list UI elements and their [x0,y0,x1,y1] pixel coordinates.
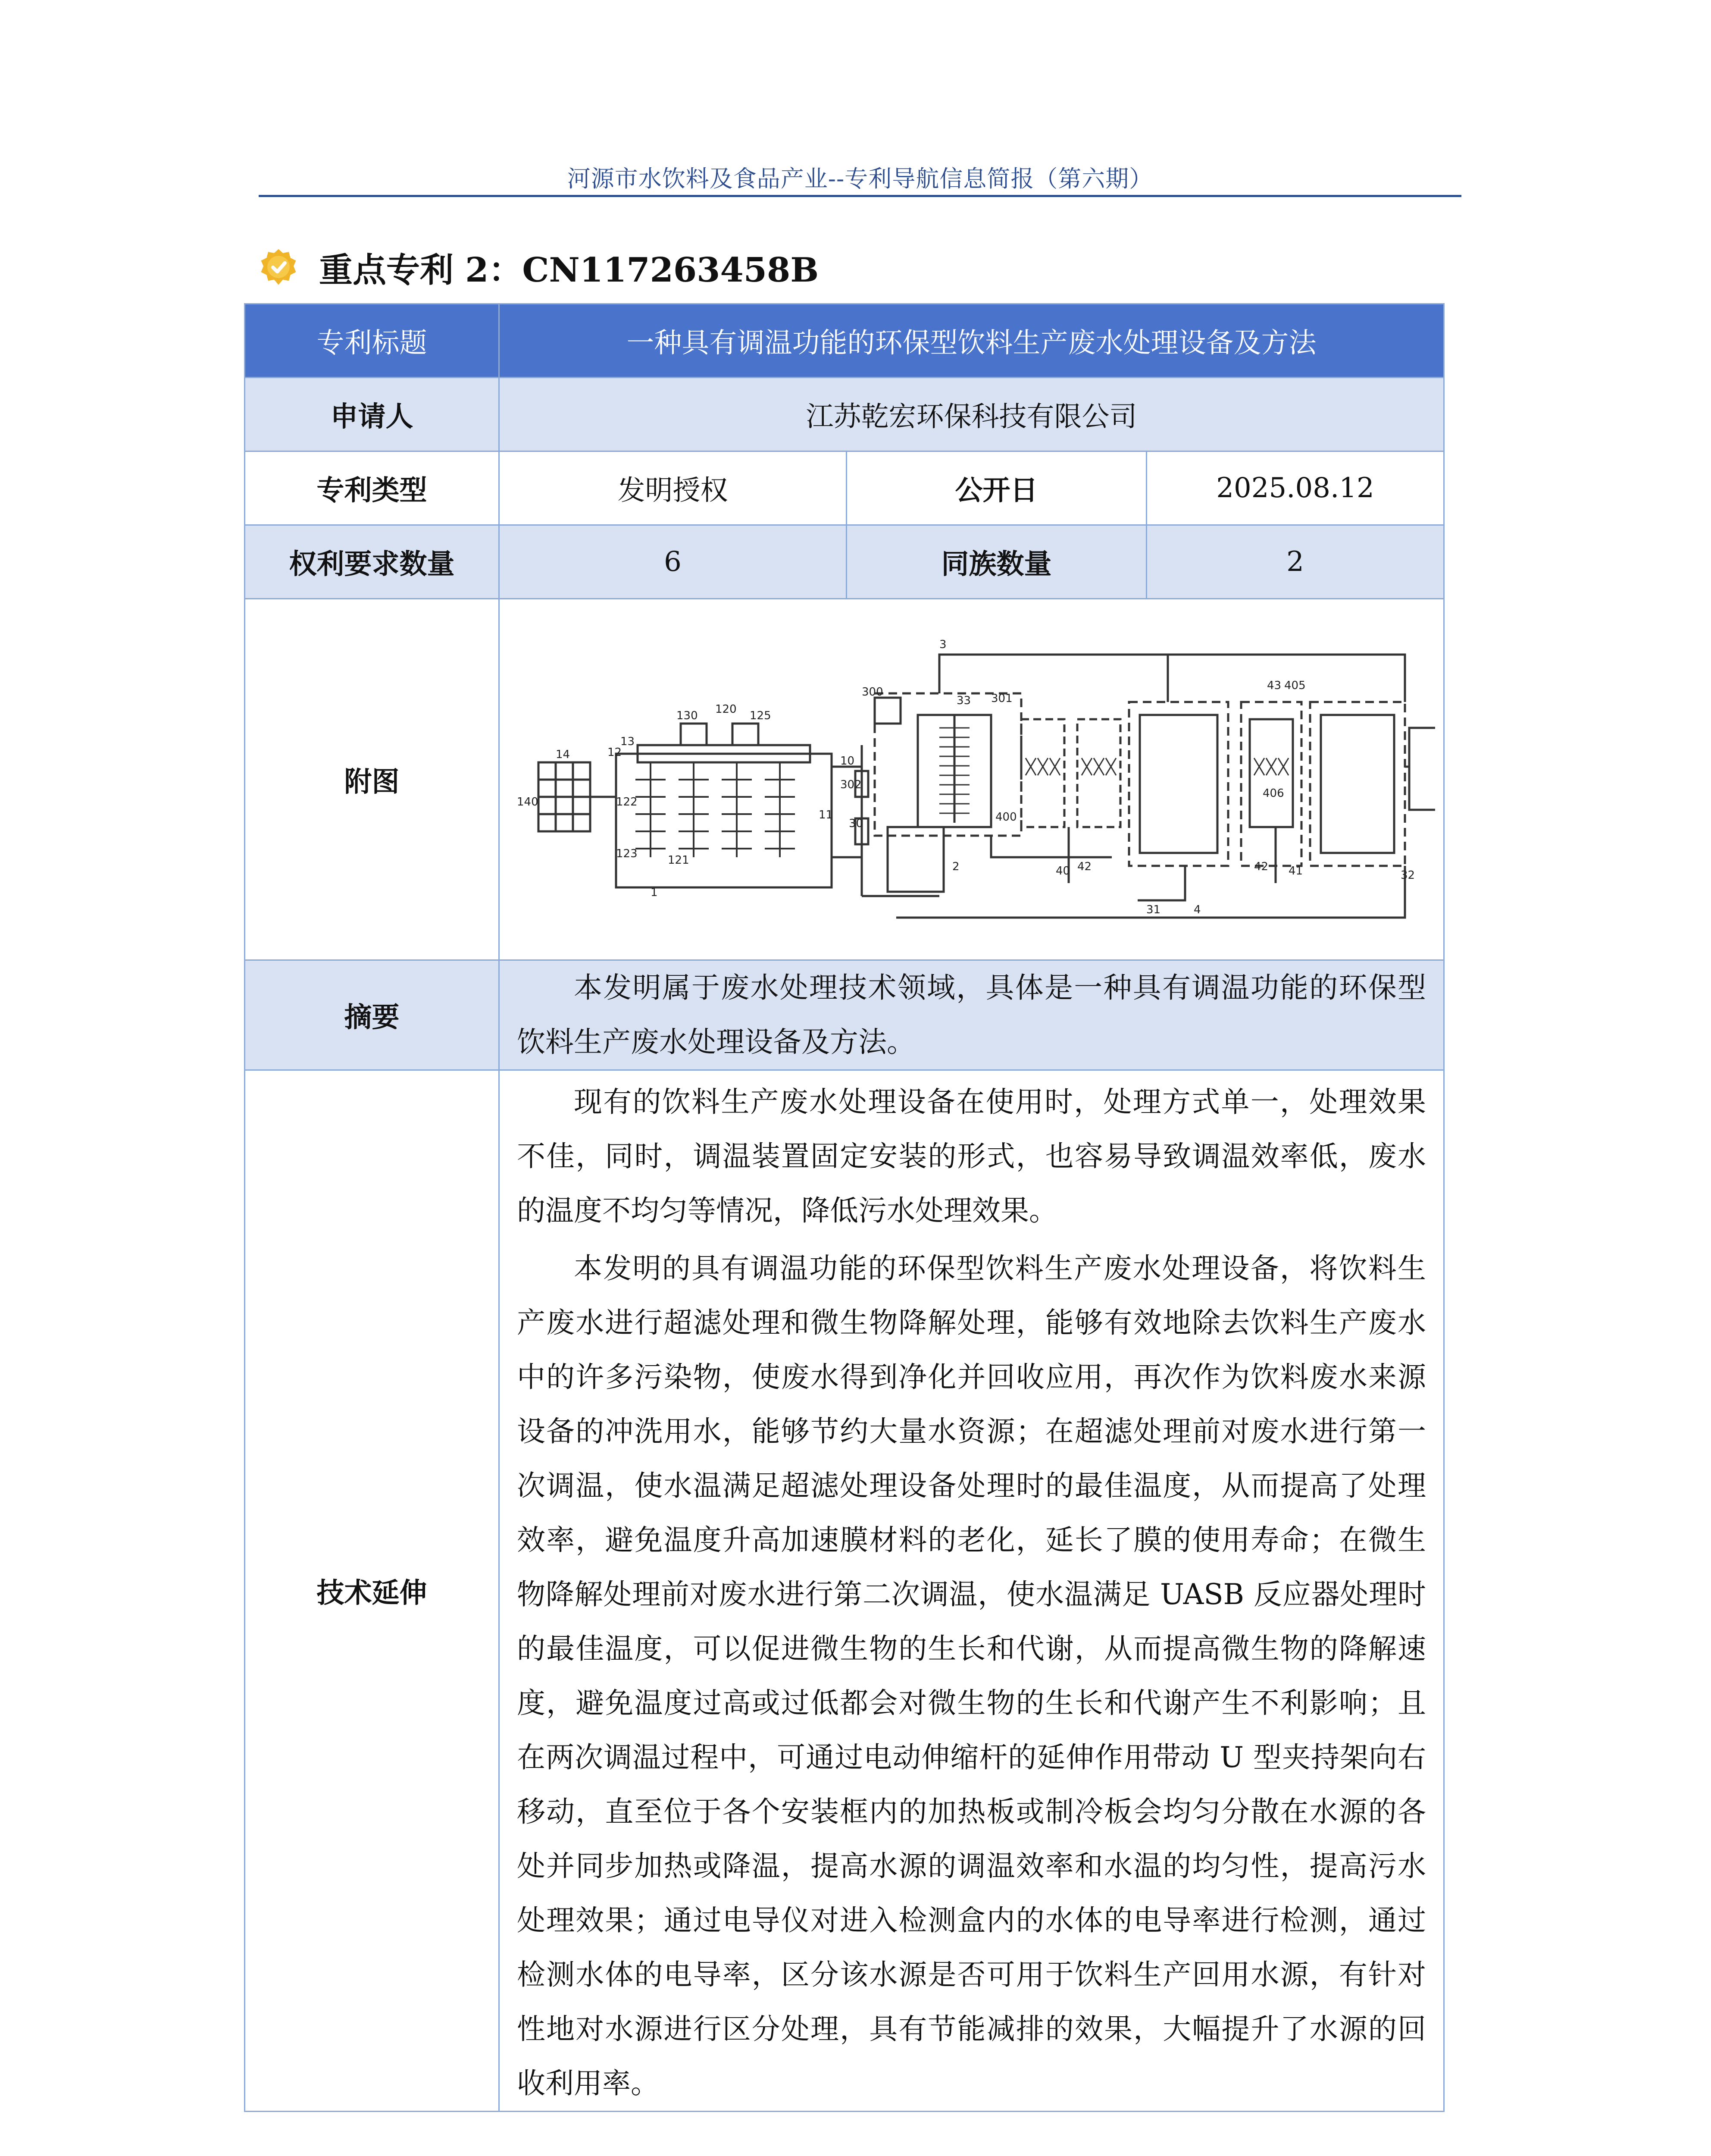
figure-label-122: 122 [616,795,638,808]
figure-label-42: 42 [1077,860,1092,873]
section-heading [259,241,819,293]
tech-paragraph-1: 现有的饮料生产废水处理设备在使用时，处理方式单一，处理效果不佳，同时，调温装置固定安装的形式，也容易导致调温效率低，废水的温度不均匀等情况，降低污水处理效果。 [517,1085,1426,1227]
figure-label-33: 33 [956,694,971,707]
type-value: 发明授权 [499,451,847,525]
figure-label-2: 2 [952,860,960,873]
figure-label-140: 140 [516,795,538,808]
row-claims [245,525,1444,599]
applicant-value: 江苏乾宏环保科技有限公司 [499,378,1444,451]
figure-label-1: 1 [650,886,658,899]
figure-label-12: 12 [607,746,622,759]
row-tech [245,1070,1444,2112]
row-type [245,451,1444,525]
figure-label-14: 14 [555,748,570,761]
abstract-text: 本发明属于废水处理技术领域，具体是一种具有调温功能的环保型饮料生产废水处理设备及方法。 [517,971,1426,1059]
figure-label-125: 125 [749,709,771,722]
pubdate-label: 公开日 [847,451,1147,525]
pubdate-value: 2025.08.12 [1147,451,1444,525]
figure-label-11: 11 [818,808,833,821]
tech-label: 技术延伸 [245,1070,499,2112]
figure-label-302: 302 [840,778,862,791]
applicant-label: 申请人 [245,378,499,451]
section-title: 重点专利 2：CN117263458B [319,251,819,290]
figure-label-120: 120 [715,702,737,716]
claims-value: 6 [499,525,847,599]
type-label: 专利类型 [245,451,499,525]
figure-cell [499,599,1444,960]
family-label: 同族数量 [847,525,1147,599]
figure-label: 附图 [245,599,499,960]
header-rule [259,195,1461,197]
family-value: 2 [1147,525,1444,599]
figure-label-41: 41 [1288,864,1303,877]
figure-label-13: 13 [620,735,635,748]
figure-label-405: 405 [1284,679,1306,692]
running-header: 河源市水饮料及食品产业--专利导航信息简报（第六期） [567,165,1153,192]
figure-label-301: 301 [991,692,1013,705]
figure-label-43: 43 [1267,679,1281,692]
figure-label-300: 300 [861,685,883,699]
claims-label: 权利要求数量 [245,525,499,599]
title-value: 一种具有调温功能的环保型饮料生产废水处理设备及方法 [499,304,1444,378]
row-applicant [245,378,1444,451]
figure-label-32: 32 [1400,868,1415,882]
patent-drawing [508,616,1435,943]
abstract-cell [499,960,1444,1070]
tech-cell [499,1070,1444,2112]
figure-label-130: 130 [676,709,698,722]
figure-label-406: 406 [1262,787,1284,800]
row-abstract [245,960,1444,1070]
abstract-label: 摘要 [245,960,499,1070]
figure-label-31: 31 [1146,903,1160,916]
patent-info-table [244,303,1445,2112]
tech-paragraph-2: 本发明的具有调温功能的环保型饮料生产废水处理设备，将饮料生产废水进行超滤处理和微生物降解处理，能够有效地除去饮料生产废水中的许多污染物，使废水得到净化并回收应用，再次作为饮料废水来源设备的冲洗用水，能够节约大量水资源；在超滤处理前对废水进行第一次调温，使水温满足超滤处理设备处理时的最佳温度，从而提高了处理效率，避免温度升高加速膜材料的老化，延长了膜的使用寿命；在微生物降解处理前对废水进行第二次调温，使水温满足 UASB 反应器处理时的最佳温度，可以促进微生物的生长和代谢，从而提高微生物的降解速度，避免温度过高或过低都会对微生物的生长和代谢产生不利影响；且在两次调温过程中，可通过电动伸缩杆的延伸作用带动 U 型夹持架向右移动，直至位于各个安装框内的加热板或制冷板会均匀分散在水源的各处并同步加热或降温，提高水源的调温效率和水温的均匀性，提高污水处理效果；通过电导仪对进入检测盒内的水体的电导率进行检测，通过检测水体的电导率，区分该水源是否可用于饮料生产回用水源，有针对性地对水源进行区分处理，具有节能减排的效果，大幅提升了水源的回收利用率。 [517,1252,1426,2100]
row-figure [245,599,1444,960]
figure-label-40: 40 [1055,864,1070,877]
title-label: 专利标题 [245,304,499,378]
figure-label-4: 4 [1193,903,1201,916]
figure-label-400: 400 [995,810,1017,824]
figure-label-123: 123 [616,847,638,860]
badge-check-icon [259,248,298,287]
figure-label-42: 42 [1254,860,1268,873]
figure-label-10: 10 [840,754,854,768]
figure-label-121: 121 [667,853,689,867]
row-title [245,304,1444,378]
figure-label-30: 30 [848,817,863,830]
figure-label-3: 3 [939,638,947,651]
